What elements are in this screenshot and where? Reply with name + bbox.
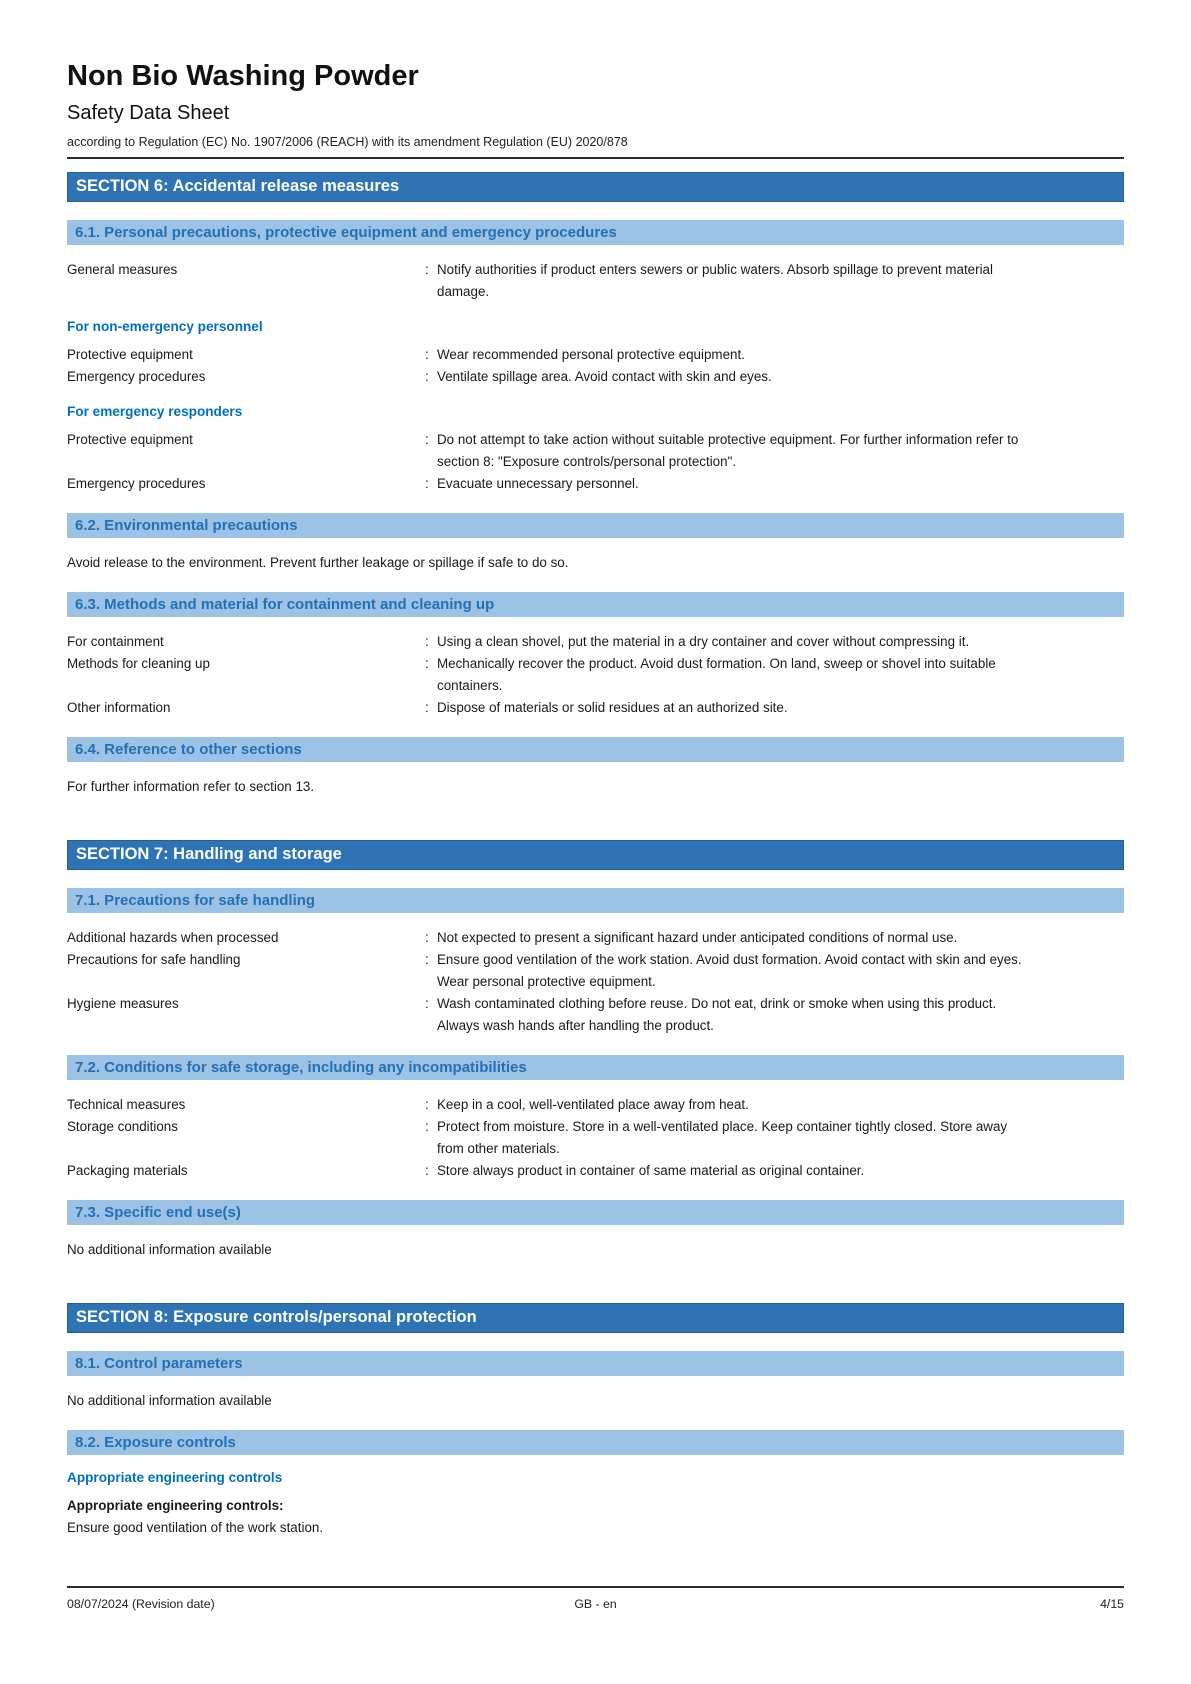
emergency-procedures-row bbox=[67, 366, 1124, 388]
hygiene-measures-row bbox=[67, 993, 1124, 1037]
reference-other-sections-text: For further information refer to section 13. bbox=[67, 779, 315, 794]
field-colon: : bbox=[425, 1119, 429, 1134]
field-label: Emergency procedures bbox=[67, 476, 206, 491]
storage-conditions-row bbox=[67, 1116, 1124, 1160]
field-label: Protective equipment bbox=[67, 347, 193, 362]
technical-measures-row bbox=[67, 1094, 1124, 1116]
regulation-note: according to Regulation (EC) No. 1907/2006 (REACH) with its amendment Regulation (EU) 2020/878 bbox=[67, 135, 628, 149]
environmental-precautions-text: Avoid release to the environment. Prevent further leakage or spillage if safe to do so. bbox=[67, 555, 569, 570]
field-colon: : bbox=[425, 1163, 429, 1178]
engineering-controls-heading: Appropriate engineering controls bbox=[67, 1470, 283, 1485]
field-value: Ventilate spillage area. Avoid contact with skin and eyes. bbox=[437, 369, 772, 384]
document-type: Safety Data Sheet bbox=[67, 102, 230, 124]
field-label: Storage conditions bbox=[67, 1119, 178, 1134]
other-information-row bbox=[67, 697, 1124, 719]
methods-for-cleaning-row bbox=[67, 653, 1124, 697]
field-colon: : bbox=[425, 996, 429, 1011]
subsection-6-1-header: 6.1. Personal precautions, protective equipment and emergency procedures bbox=[67, 220, 1124, 245]
field-value: Protect from moisture. Store in a well-ventilated place. Keep container tightly closed. Store away from other materials. bbox=[437, 1119, 1008, 1156]
field-label: Methods for cleaning up bbox=[67, 656, 210, 671]
subsection-6-4-header: 6.4. Reference to other sections bbox=[67, 737, 1124, 762]
field-label: Technical measures bbox=[67, 1097, 186, 1112]
section-6-header: SECTION 6: Accidental release measures bbox=[67, 172, 1124, 202]
field-label: For containment bbox=[67, 634, 164, 649]
field-value: Dispose of materials or solid residues at an authorized site. bbox=[437, 700, 788, 715]
field-value: Notify authorities if product enters sewers or public waters. Absorb spillage to prevent material damage. bbox=[437, 262, 993, 299]
field-colon: : bbox=[425, 634, 429, 649]
field-value: Evacuate unnecessary personnel. bbox=[437, 476, 639, 491]
field-colon: : bbox=[425, 476, 429, 491]
field-value: Ensure good ventilation of the work station. Avoid dust formation. Avoid contact with skin and eyes. Wear personal protective equipment. bbox=[437, 952, 1022, 989]
field-colon: : bbox=[425, 700, 429, 715]
subsection-7-1-body bbox=[67, 927, 1124, 1037]
field-colon: : bbox=[425, 656, 429, 671]
emergency-procedures-row bbox=[67, 473, 1124, 495]
field-label: Hygiene measures bbox=[67, 996, 179, 1011]
emergency-responders-heading: For emergency responders bbox=[67, 404, 243, 419]
section-7-header: SECTION 7: Handling and storage bbox=[67, 840, 1124, 870]
packaging-materials-row bbox=[67, 1160, 1124, 1182]
subsection-7-3-header: 7.3. Specific end use(s) bbox=[67, 1200, 1124, 1225]
subsection-7-2-body bbox=[67, 1094, 1124, 1182]
field-value: Using a clean shovel, put the material in a dry container and cover without compressing it. bbox=[437, 634, 970, 649]
subsection-6-1-body bbox=[67, 259, 1124, 495]
field-colon: : bbox=[425, 930, 429, 945]
header-rule bbox=[67, 157, 1124, 159]
subsection-8-1-header: 8.1. Control parameters bbox=[67, 1351, 1124, 1376]
for-containment-row bbox=[67, 631, 1124, 653]
field-label: General measures bbox=[67, 262, 178, 277]
field-label: Emergency procedures bbox=[67, 369, 206, 384]
protective-equipment-row bbox=[67, 344, 1124, 366]
page-footer bbox=[67, 1586, 1124, 1611]
field-value: Keep in a cool, well-ventilated place away from heat. bbox=[437, 1097, 749, 1112]
field-colon: : bbox=[425, 262, 429, 277]
control-parameters-text: No additional information available bbox=[67, 1393, 272, 1408]
field-value: Store always product in container of same material as original container. bbox=[437, 1163, 865, 1178]
field-label: Protective equipment bbox=[67, 432, 193, 447]
field-value: Wash contaminated clothing before reuse. Do not eat, drink or smoke when using this product. Always wash hands after handling the product. bbox=[437, 996, 997, 1033]
field-colon: : bbox=[425, 952, 429, 967]
subsection-6-3-body bbox=[67, 631, 1124, 719]
subsection-6-2-header: 6.2. Environmental precautions bbox=[67, 513, 1124, 538]
field-label: Precautions for safe handling bbox=[67, 952, 241, 967]
subsection-7-1-header: 7.1. Precautions for safe handling bbox=[67, 888, 1124, 913]
engineering-controls-text: Ensure good ventilation of the work station. bbox=[67, 1520, 324, 1535]
field-value: Wear recommended personal protective equipment. bbox=[437, 347, 745, 362]
non-emergency-personnel-heading: For non-emergency personnel bbox=[67, 319, 263, 334]
subsection-7-2-header: 7.2. Conditions for safe storage, including any incompatibilities bbox=[67, 1055, 1124, 1080]
field-value: Do not attempt to take action without suitable protective equipment. For further information refer to section 8: "Exposure controls/personal protection". bbox=[437, 432, 1019, 469]
protective-equipment-row bbox=[67, 429, 1124, 473]
footer-language: GB - en bbox=[574, 1597, 617, 1611]
subsection-8-2-header: 8.2. Exposure controls bbox=[67, 1430, 1124, 1455]
field-label: Other information bbox=[67, 700, 171, 715]
subsection-6-3-header: 6.3. Methods and material for containment and cleaning up bbox=[67, 592, 1124, 617]
additional-hazards-row bbox=[67, 927, 1124, 949]
field-colon: : bbox=[425, 347, 429, 362]
field-label: Packaging materials bbox=[67, 1163, 188, 1178]
section-8-header: SECTION 8: Exposure controls/personal protection bbox=[67, 1303, 1124, 1333]
field-value: Not expected to present a significant hazard under anticipated conditions of normal use. bbox=[437, 930, 958, 945]
field-label: Additional hazards when processed bbox=[67, 930, 279, 945]
precautions-safe-handling-row bbox=[67, 949, 1124, 993]
specific-end-use-text: No additional information available bbox=[67, 1242, 272, 1257]
product-title: Non Bio Washing Powder bbox=[67, 60, 419, 92]
footer-revision-date: 08/07/2024 (Revision date) bbox=[67, 1597, 215, 1611]
field-value: Mechanically recover the product. Avoid dust formation. On land, sweep or shovel into suitable containers. bbox=[437, 656, 996, 693]
footer-page-number: 4/15 bbox=[1100, 1597, 1124, 1611]
field-colon: : bbox=[425, 432, 429, 447]
field-colon: : bbox=[425, 1097, 429, 1112]
engineering-controls-bold-label: Appropriate engineering controls: bbox=[67, 1498, 284, 1513]
field-colon: : bbox=[425, 369, 429, 384]
general-measures-row bbox=[67, 259, 1124, 303]
